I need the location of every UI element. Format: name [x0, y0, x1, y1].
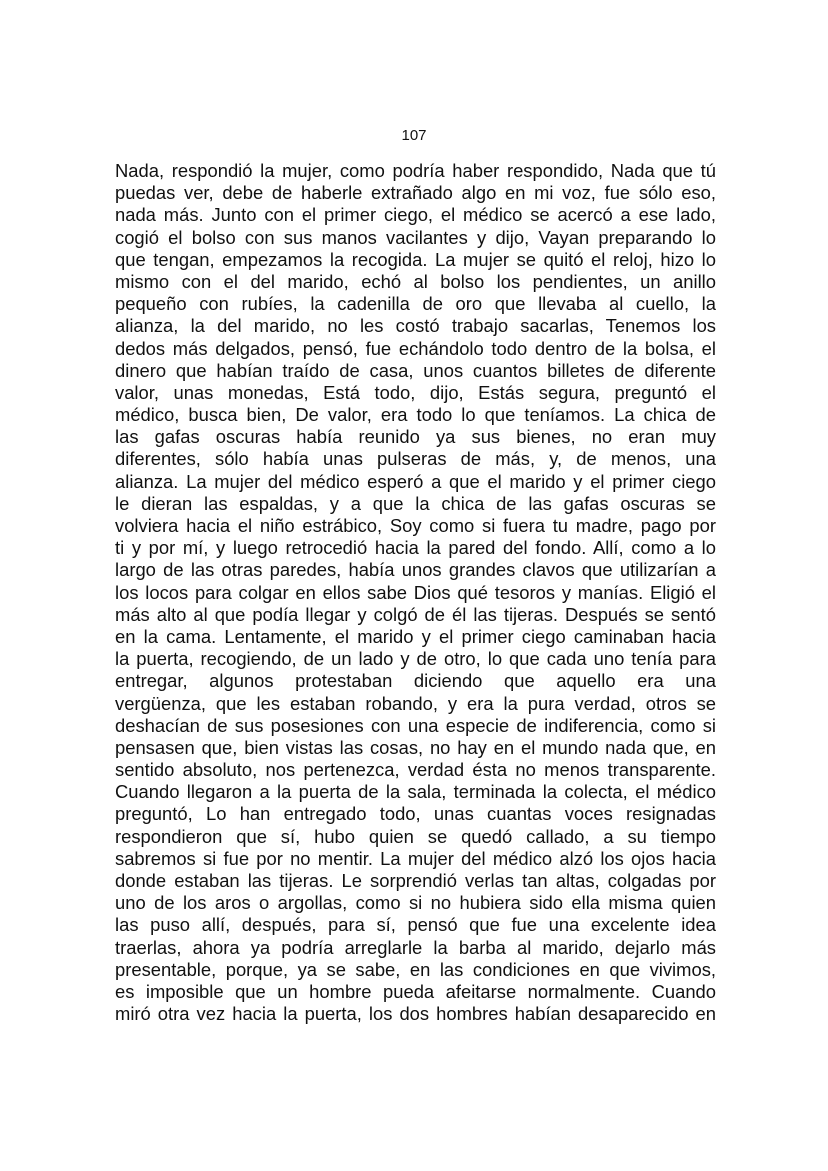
- text-line: le dieran las espaldas, y a que la chica de las gafas oscuras se: [115, 492, 716, 514]
- text-line: entregar, algunos protestaban diciendo que aquello era una: [115, 670, 716, 692]
- text-line: sentido absoluto, nos pertenezca, verdad ésta no menos transparente.: [115, 759, 716, 781]
- text-line: es imposible que un hombre pueda afeitarse normalmente. Cuando: [115, 980, 716, 1002]
- text-line: más alto al que podía llegar y colgó de él las tijeras. Después se sentó: [115, 603, 716, 625]
- text-line: presentable, porque, ya se sabe, en las condiciones en que vivimos,: [115, 958, 716, 980]
- text-line: las puso allí, después, para sí, pensó que fue una excelente idea: [115, 914, 716, 936]
- text-line: pensasen que, bien vistas las cosas, no hay en el mundo nada que, en: [115, 736, 716, 758]
- text-line: dedos más delgados, pensó, fue echándolo todo dentro de la bolsa, el: [115, 337, 716, 359]
- text-line: miró otra vez hacia la puerta, los dos hombres habían desaparecido en: [115, 1003, 716, 1025]
- text-line: donde estaban las tijeras. Le sorprendió verlas tan altas, colgadas por: [115, 870, 716, 891]
- text-line: las gafas oscuras había reunido ya sus bienes, no eran muy: [115, 426, 716, 448]
- text-line: mismo con el del marido, echó al bolso los pendientes, un anillo: [115, 270, 716, 292]
- text-line: que tengan, empezamos la recogida. La mujer se quitó el reloj, hizo lo: [115, 248, 716, 270]
- text-line: uno de los aros o argollas, como si no hubiera sido ella misma quien: [115, 892, 716, 914]
- text-line: puedas ver, debe de haberle extrañado algo en mi voz, fue sólo eso,: [115, 182, 716, 204]
- text-line: alianza, la del marido, no les costó trabajo sacarlas, Tenemos los: [115, 315, 716, 337]
- text-line: valor, unas monedas, Está todo, dijo, Estás segura, preguntó el: [115, 381, 716, 403]
- text-line: deshacían de sus posesiones con una especie de indiferencia, como si: [115, 714, 716, 736]
- text-line: Nada, respondió la mujer, como podría haber respondido, Nada que tú: [115, 160, 716, 181]
- text-line: cogió el bolso con sus manos vacilantes y dijo, Vayan preparando lo: [115, 226, 716, 248]
- text-line: nada más. Junto con el primer ciego, el médico se acercó a ese lado,: [115, 204, 716, 226]
- text-line: médico, busca bien, De valor, era todo lo que teníamos. La chica de: [115, 404, 716, 426]
- text-line: respondieron que sí, hubo quien se quedó callado, a su tiempo: [115, 825, 716, 847]
- text-line: ti y por mí, y luego retrocedió hacia la pared del fondo. Allí, como a lo: [115, 537, 716, 559]
- text-line: la puerta, recogiendo, de un lado y de otro, lo que cada uno tenía para: [115, 648, 716, 670]
- text-line: preguntó, Lo han entregado todo, unas cuantas voces resignadas: [115, 803, 716, 825]
- text-line: sabremos si fue por no mentir. La mujer del médico alzó los ojos hacia: [115, 847, 716, 869]
- page-number: 107: [401, 127, 427, 144]
- text-line: diferentes, sólo había unas pulseras de más, y, de menos, una: [115, 448, 716, 470]
- text-line: traerlas, ahora ya podría arreglarle la barba al marido, dejarlo más: [115, 936, 716, 958]
- text-line: los locos para colgar en ellos sabe Dios qué tesoros y manías. Eligió el: [115, 581, 716, 603]
- text-line: Cuando llegaron a la puerta de la sala, terminada la colecta, el médico: [115, 781, 716, 803]
- text-line: dinero que habían traído de casa, unos cuantos billetes de diferente: [115, 359, 716, 381]
- text-line: vergüenza, que les estaban robando, y era la pura verdad, otros se: [115, 692, 716, 714]
- text-line: alianza. La mujer del médico esperó a que el marido y el primer ciego: [115, 470, 716, 492]
- body-text: [115, 160, 716, 1025]
- text-line: largo de las otras paredes, había unos grandes clavos que utilizarían a: [115, 559, 716, 581]
- text-line: pequeño con rubíes, la cadenilla de oro que llevaba al cuello, la: [115, 293, 716, 315]
- text-line: en la cama. Lentamente, el marido y el primer ciego caminaban hacia: [115, 625, 716, 647]
- text-line: volviera hacia el niño estrábico, Soy como si fuera tu madre, pago por: [115, 515, 716, 536]
